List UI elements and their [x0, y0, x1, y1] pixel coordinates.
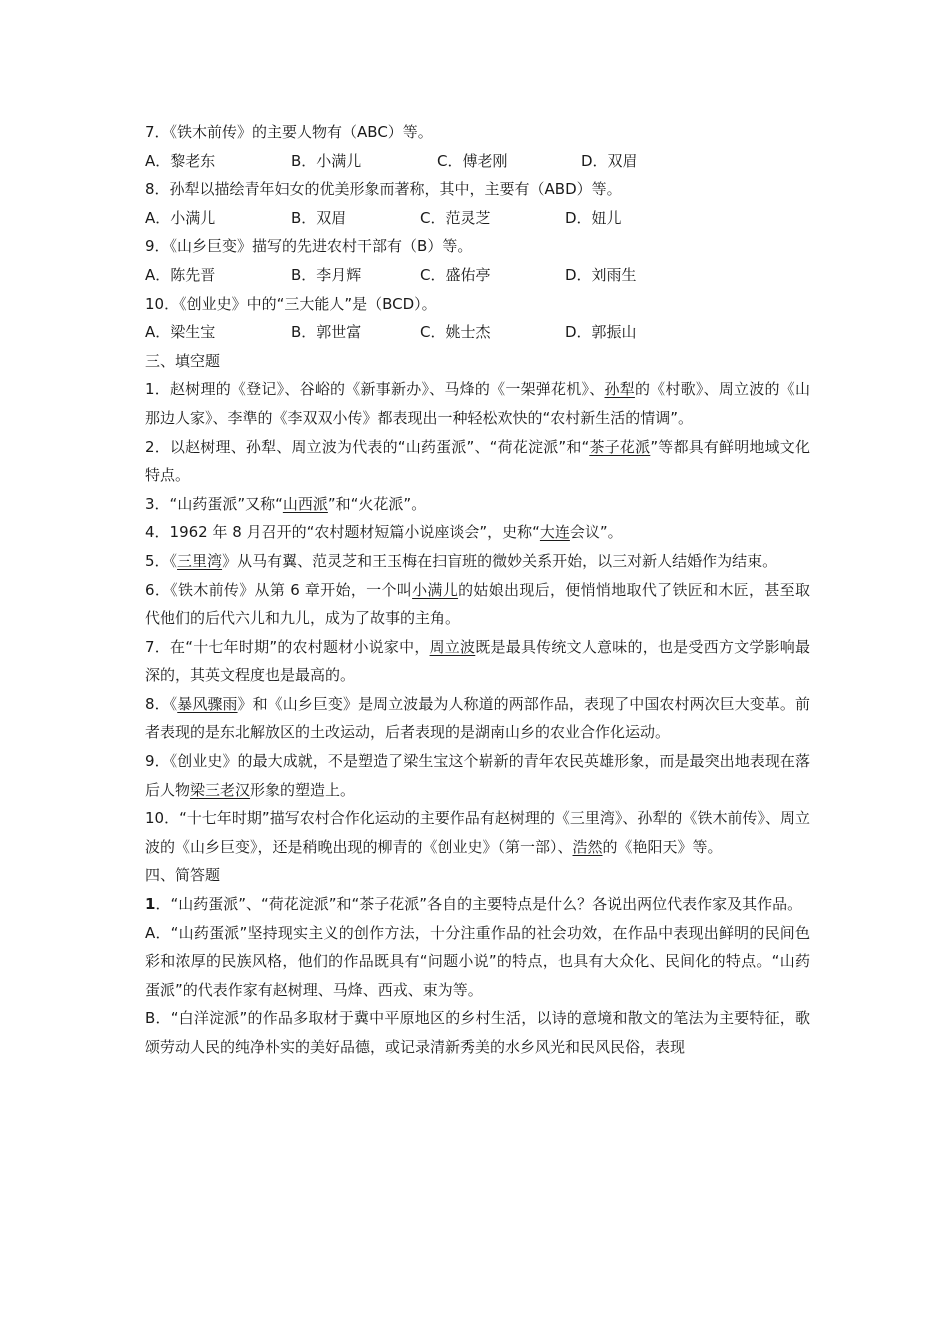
text-segment: 形象的塑造上。: [250, 780, 356, 799]
text-segment: 既是最具传统文人意味的，也是受西方文学影响最深的，其英文程度也是最高的。: [145, 637, 810, 685]
mc-item: [145, 290, 810, 347]
answer-paragraph-b: B．“白洋淀派”的作品多取材于冀中平原地区的乡村生活，以诗的意境和散文的笔法为主要特征，歌颂劳动人民的纯净朴实的美好品德，或记录清新秀美的水乡风光和民风民俗，表现: [145, 1009, 810, 1056]
mc-option: D．妞儿: [565, 208, 622, 227]
fill-blank-item: [145, 747, 810, 804]
text-segment: 6．《铁木前传》从第 6 章开始，一个叫: [145, 580, 413, 599]
text-segment: 3．“山药蛋派”又称“: [145, 494, 283, 513]
mc-option: A．小满儿: [145, 208, 216, 227]
text-segment: 9．《创业史》的最大成就，不是塑造了梁生宝这个崭新的青年农民英雄形象，而是最突出地表现在落后人物: [145, 752, 810, 799]
answer-blank: 茶子花派: [589, 437, 651, 456]
answer-blank: 三里湾: [177, 551, 223, 570]
fill-blank-item: [145, 547, 810, 576]
text-segment: 5．《: [145, 551, 178, 570]
section-heading-fill-blank: 三、填空题: [145, 351, 221, 370]
section-heading-short-answer: 四、简答题: [145, 866, 221, 885]
mc-options: [145, 204, 810, 233]
fill-blank-item: [145, 633, 810, 690]
mc-question: 9．《山乡巨变》描写的先进农村干部有（B）等。: [145, 237, 473, 256]
answer-blank: 周立波: [429, 637, 476, 656]
text-segment: 10．“十七年时期”描写农村合作化运动的主要作品有赵树理的《三里湾》、孙犁的《铁木前传》、周立波的《山乡巨变》，还是稍晚出现的柳青的《创业史》（第一部）、: [145, 809, 810, 856]
mc-option: D．郭振山: [565, 323, 637, 342]
text-segment: 8．《: [145, 694, 178, 713]
mc-option: D．刘雨生: [565, 265, 637, 284]
fill-blank-item: [145, 490, 810, 519]
fill-blank-list: [145, 375, 810, 861]
mc-option: B．小满儿: [291, 151, 362, 170]
mc-option: A．黎老东: [145, 151, 216, 170]
fill-blank-item: [145, 518, 810, 547]
text-segment: ”等都具有鲜明地域文化特点。: [145, 437, 810, 485]
answer-blank: 浩然: [572, 837, 603, 856]
mc-option: A．陈先晋: [145, 265, 216, 284]
text-segment: 的姑娘出现后，便悄悄地取代了铁匠和木匠，甚至取代他们的后代六儿和九儿，成为了故事的主角。: [145, 580, 810, 628]
mc-option: D．双眉: [581, 151, 638, 170]
text-segment: 2．以赵树理、孙犁、周立波为代表的“山药蛋派”、“荷花淀派”和“: [145, 437, 590, 456]
text-segment: 》从马有翼、范灵芝和王玉梅在扫盲班的微妙关系开始，以三对新人结婚作为结束。: [222, 551, 778, 570]
answer-blank: 山西派: [282, 494, 328, 513]
mc-options: [145, 147, 810, 176]
answer-blank: 大连: [539, 523, 570, 542]
answer-blank: 暴风骤雨: [177, 694, 238, 713]
mc-option: C．傅老刚: [437, 151, 508, 170]
answer-paragraph-a: A．“山药蛋派”坚持现实主义的创作方法，十分注重作品的社会功效，在作品中表现出鲜明的民间色彩和浓厚的民族风格，他们的作品既具有“问题小说”的特点，也具有大众化、民间化的特点。“山药蛋派”的代表作家有赵树理、马烽、西戎、束为等。: [145, 923, 810, 999]
mc-option: C．范灵芝: [420, 208, 491, 227]
fill-blank-item: [145, 804, 810, 861]
document-body: [145, 118, 810, 1062]
question-number: 1: [145, 895, 156, 914]
mc-item: [145, 118, 810, 175]
fill-blank-item: [145, 433, 810, 490]
text-segment: 的《村歌》、周立波的《山那边人家》、李準的《李双双小传》都表现出一种轻松欢快的“农村新生活的情调”。: [145, 380, 810, 427]
mc-item: [145, 175, 810, 232]
text-segment: 4．1962 年 8 月召开的“农村题材短篇小说座谈会”，史称“: [145, 523, 540, 542]
mc-option: B．李月辉: [291, 265, 362, 284]
multiple-choice-block: [145, 118, 810, 347]
mc-option: B．郭世富: [291, 323, 362, 342]
text-segment: 》和《山乡巨变》是周立波最为人称道的两部作品，表现了中国农村两次巨大变革。前者表现的是东北解放区的土改运动，后者表现的是湖南山乡的农业合作化运动。: [145, 694, 810, 742]
answer-blank: 小满儿: [412, 580, 459, 599]
short-answer-question: [145, 890, 810, 919]
text-segment: 7．在“十七年时期”的农村题材小说家中，: [145, 637, 430, 656]
fill-blank-item: [145, 375, 810, 432]
text-segment: 1．赵树理的《登记》、谷峪的《新事新办》、马烽的《一架弹花机》、: [145, 380, 605, 399]
mc-option: A．梁生宝: [145, 323, 216, 342]
mc-question: 7．《铁木前传》的主要人物有（ABC）等。: [145, 123, 433, 141]
answer-blank: 梁三老汉: [190, 780, 251, 799]
mc-options: [145, 261, 810, 290]
fill-blank-item: [145, 576, 810, 633]
mc-option: B．双眉: [291, 208, 347, 227]
answer-blank: 孙犁: [604, 380, 635, 399]
text-segment: 会议”。: [569, 523, 623, 542]
text-segment: 的《艳阳天》等。: [602, 837, 723, 856]
mc-question: 8．孙犁以描绘青年妇女的优美形象而著称，其中，主要有（ABD）等。: [145, 180, 622, 199]
fill-blank-item: [145, 690, 810, 747]
mc-options: [145, 318, 810, 347]
mc-item: [145, 232, 810, 289]
mc-question: 10．《创业史》中的“三大能人”是（BCD）。: [145, 294, 437, 313]
question-text: ．“山药蛋派”、“荷花淀派”和“茶子花派”各自的主要特点是什么？各说出两位代表作家及其作品。: [155, 895, 803, 914]
text-segment: ”和“火花派”。: [327, 494, 427, 513]
mc-option: C．盛佑亭: [420, 265, 491, 284]
mc-option: C．姚士杰: [420, 323, 491, 342]
